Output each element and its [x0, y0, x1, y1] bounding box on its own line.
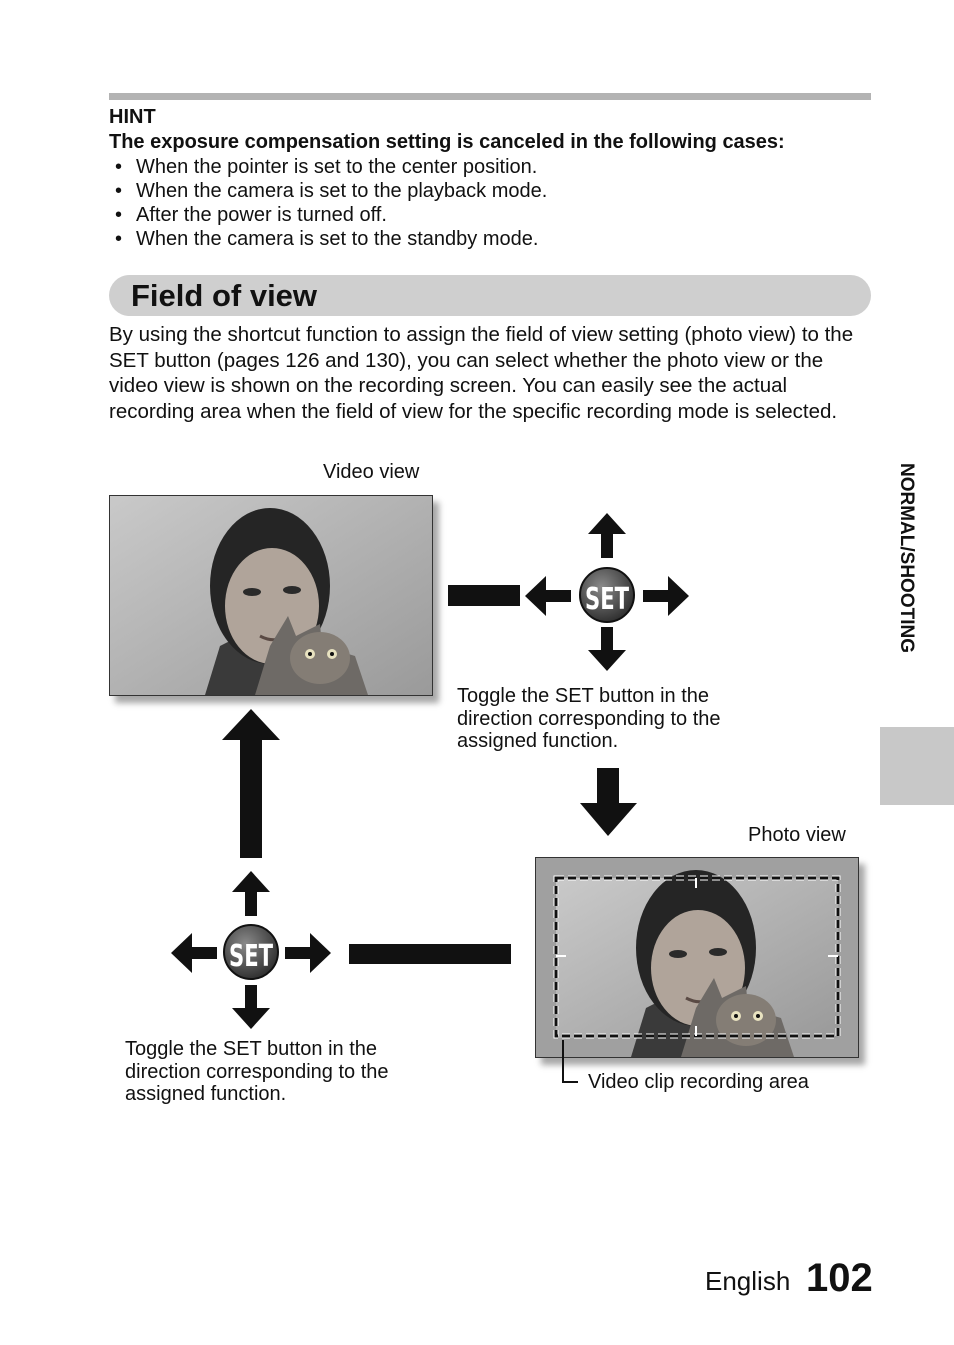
section-intro: By using the shortcut function to assign the field of view setting (photo view) to the SET button (pages 126 and 130), you can select whether the photo view or the video view is shown on the recording screen. You can easily see the actual recording area when the field of view for the specific recording mode is selected. — [109, 323, 854, 423]
caption-toggle-top: Toggle the SET button in the direction corresponding to the assigned function. — [457, 685, 721, 752]
arrow-right-icon — [643, 576, 689, 616]
arrow-down-icon — [588, 627, 626, 671]
hint-item: • When the camera is set to the standby mode. — [115, 227, 547, 251]
arrow-left-icon — [171, 933, 217, 973]
hint-title: HINT — [109, 106, 156, 128]
set-dial-label: SET — [229, 939, 274, 974]
arrow-right-icon — [285, 933, 331, 973]
set-button-bottom — [171, 871, 331, 1029]
hint-item: • After the power is turned off. — [115, 203, 547, 227]
arrow-down-icon — [580, 768, 637, 836]
chapter-tab-text: NORMAL/SHOOTING — [896, 463, 917, 653]
arrow-up-icon — [232, 871, 270, 916]
hint-lead: The exposure compensation setting is canceled in the following cases: — [109, 131, 785, 153]
arrow-down-icon — [232, 985, 270, 1029]
arrow-up-icon — [588, 513, 626, 558]
page-number: 102 — [806, 1256, 873, 1300]
hint-item: • When the pointer is set to the center position. — [115, 155, 547, 179]
photo-view-label: Photo view — [748, 824, 846, 846]
hint-item: • When the camera is set to the playback mode. — [115, 179, 547, 203]
video-view-label: Video view — [323, 461, 420, 483]
set-dial-label: SET — [585, 582, 630, 617]
connector-bar-top — [448, 585, 520, 606]
recording-area-leader — [563, 1040, 578, 1082]
recording-area-label: Video clip recording area — [588, 1071, 809, 1093]
chapter-tab-label — [893, 463, 917, 723]
connector-bar-bottom — [349, 944, 511, 964]
section-title: Field of view — [131, 278, 318, 313]
arrow-up-icon — [222, 709, 280, 858]
caption-toggle-bottom: Toggle the SET button in the direction corresponding to the assigned function. — [125, 1038, 389, 1105]
arrow-left-icon — [525, 576, 571, 616]
set-button-top — [525, 513, 689, 671]
chapter-tab-marker — [880, 727, 954, 805]
footer-language: English — [705, 1266, 791, 1296]
